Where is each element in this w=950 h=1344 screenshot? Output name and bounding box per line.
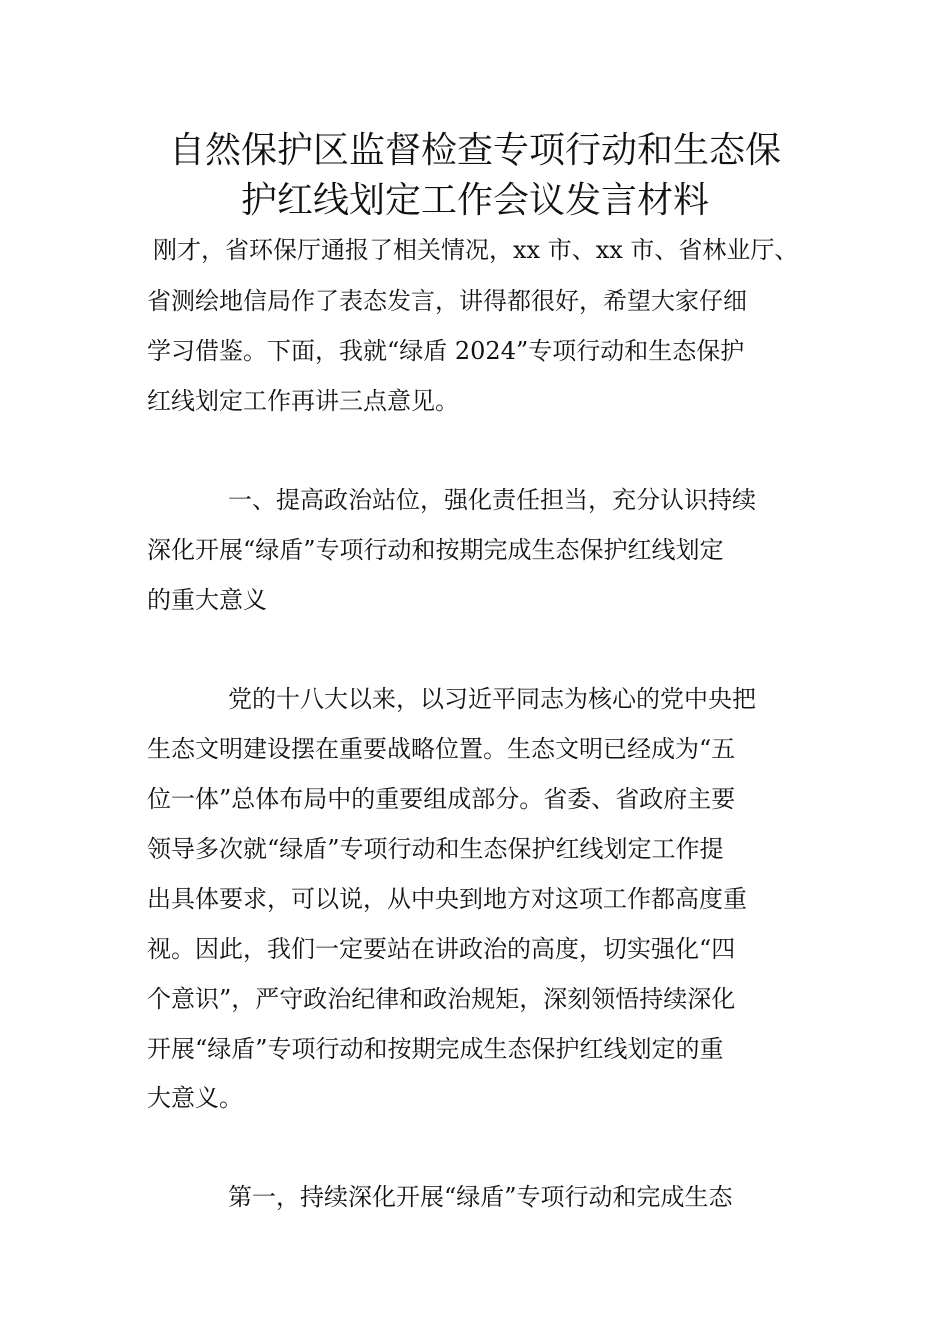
- paragraph-1-line-1: 刚才，省环保厅通报了相关情况，xx 市、xx 市、省林业厅、: [153, 236, 799, 264]
- paragraph-3-line-1: 党的十八大以来，以习近平同志为核心的党中央把: [228, 685, 756, 713]
- paragraph-3-line-6: 视。因此，我们一定要站在讲政治的高度，切实强化“四: [147, 935, 736, 963]
- paragraph-1-line-4: 红线划定工作再讲三点意见。: [147, 387, 459, 415]
- paragraph-1-line-3: 学习借鉴。下面，我就“绿盾 2024”专项行动和生态保护: [147, 337, 745, 365]
- paragraph-1-line-2: 省测绘地信局作了表态发言，讲得都很好，希望大家仔细: [147, 287, 747, 315]
- section-heading-line-1: 一、提高政治站位，强化责任担当，充分认识持续: [228, 486, 756, 514]
- paragraph-3-line-9: 大意义。: [147, 1084, 243, 1112]
- document-title-line-2: 护红线划定工作会议发言材料: [240, 180, 709, 221]
- section-heading-line-2: 深化开展“绿盾”专项行动和按期完成生态保护红线划定: [147, 536, 724, 564]
- paragraph-3-line-7: 个意识”，严守政治纪律和政治规矩，深刻领悟持续深化: [147, 985, 736, 1013]
- paragraph-3-line-3: 位一体”总体布局中的重要组成部分。省委、省政府主要: [147, 785, 736, 813]
- paragraph-3-line-4: 领导多次就“绿盾”专项行动和生态保护红线划定工作提: [147, 835, 724, 863]
- paragraph-4-line-1: 第一，持续深化开展“绿盾”专项行动和完成生态: [228, 1183, 733, 1211]
- paragraph-3-line-2: 生态文明建设摆在重要战略位置。生态文明已经成为“五: [147, 735, 736, 763]
- paragraph-3-line-5: 出具体要求，可以说，从中央到地方对这项工作都高度重: [147, 885, 747, 913]
- section-heading-line-3: 的重大意义: [147, 586, 267, 614]
- paragraph-3-line-8: 开展“绿盾”专项行动和按期完成生态保护红线划定的重: [147, 1035, 724, 1063]
- document-title-line-1: 自然保护区监督检查专项行动和生态保: [168, 130, 781, 171]
